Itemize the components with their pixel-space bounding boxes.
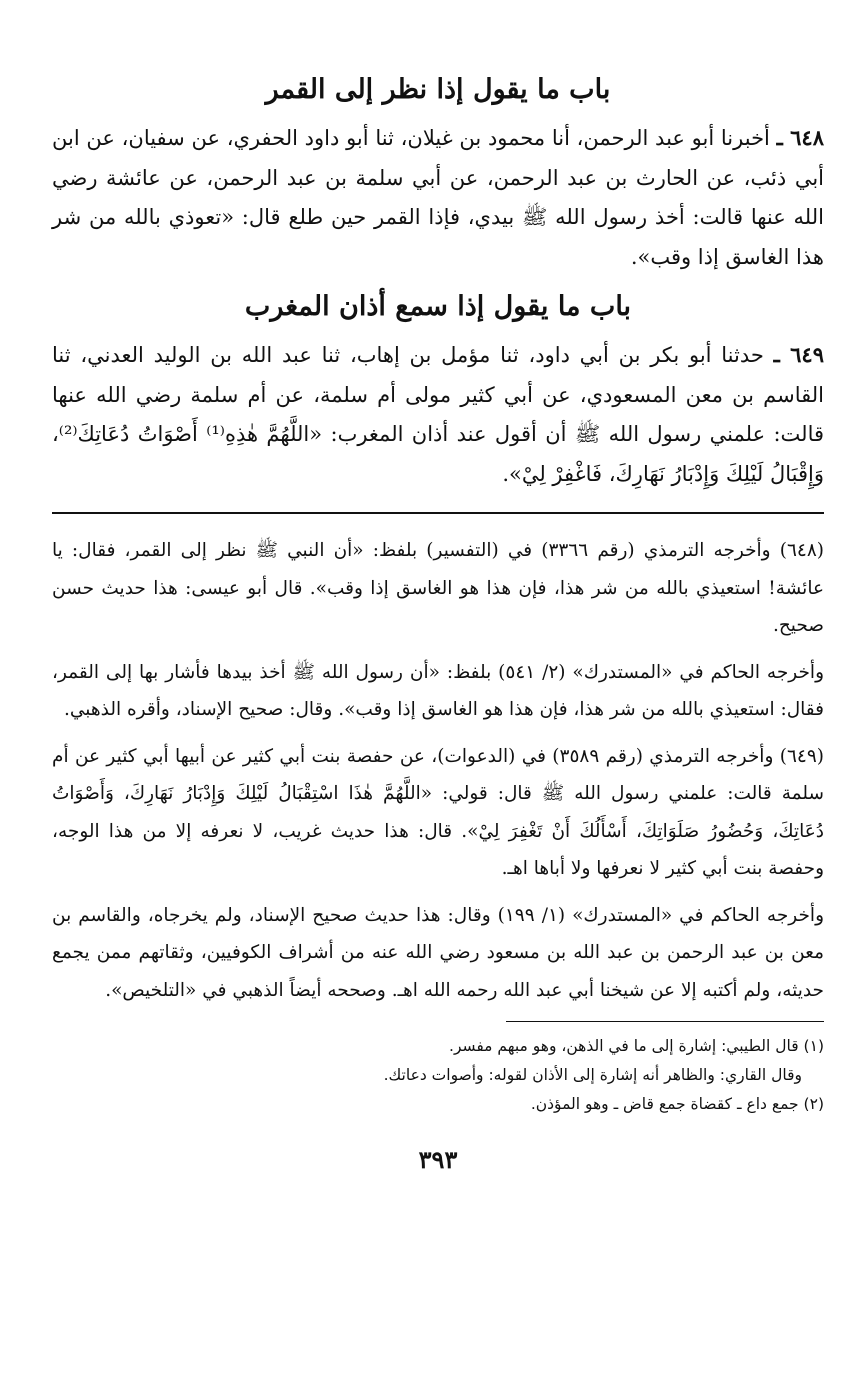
takhrij-note: وأخرجه الحاكم في «المستدرك» (٢/ ٥٤١) بلفظ: «أن رسول الله ﷺ أخذ بيدها فأشار بها إلى القمر، فقال: استعيذي بالله من شر هذا، فإن هذا هو الغاسق إذا وقب». وقال: صحيح الإسناد، وأقره الذهبي. <box>52 661 824 720</box>
hadith-number: ٦٤٨ ـ <box>776 125 824 150</box>
hadith-649 <box>52 335 824 494</box>
takhrij-note: (٦٤٨) وأخرجه الترمذي (رقم ٣٣٦٦) في (التفسير) بلفظ: «أن النبي ﷺ نظر إلى القمر، فقال: يا عائشة! استعيذي بالله من شر هذا، فإن هذا هو الغاسق إذا وقب». قال أبو عيسى: هذا حديث حسن صحيح. <box>52 540 824 636</box>
hadith-text: أخبرنا أبو عبد الرحمن، أنا محمود بن غيلان، ثنا أبو داود الحفري، عن سفيان، عن ابن أبي ذئب، عن الحارث بن عبد الرحمن، عن أبي سلمة بن عبد الرحمن، عن عائشة رضي الله عنها قالت: أخذ رسول الله ﷺ بيدي، فإذا القمر حين طلع قال: «تعوذي بالله من شر هذا الغاسق إذا وقب». <box>52 126 824 269</box>
takhrij-note: (٦٤٩) وأخرجه الترمذي (رقم ٣٥٨٩) في (الدعوات)، عن حفصة بنت أبي كثير عن أبيها أبي كثير عن أم سلمة قالت: علمني رسول الله ﷺ قال: قولي: «اللَّهُمَّ هٰذَا اسْتِقْبَالُ لَيْلِكَ وَإِدْبَارُ نَهَارِكَ، وَأَصْوَاتُ دُعَاتِكَ، وَحُضُورُ صَلَوَاتِكَ، أَسْأَلُكَ أَنْ تَغْفِرَ لِيْ». قال: هذا حديث غريب، لا نعرفه إلا من هذا الوجه، وحفصة بنت أبي كثير لا نعرفها ولا أباها اهـ. <box>52 745 824 879</box>
hadith-text: حدثنا أبو بكر بن أبي داود، ثنا مؤمل بن إهاب، ثنا عبد الله بن الوليد العدني، ثنا القاسم بن معن المسعودي، عن أبي كثير مولى أم سلمة، عن أم سلمة رضي الله عنها قالت: علمني رسول الله ﷺ أن أقول عند أذان المغرب: «اللَّهُمَّ هٰذِهِ⁽¹⁾ أَصْوَاتُ دُعَاتِكَ⁽²⁾، وَإِقْبَالُ لَيْلِكَ وَإِدْبَارُ نَهَارِكَ، فَاغْفِرْ لِيْ». <box>52 343 825 486</box>
book-page <box>52 60 824 1174</box>
section-title-moon: باب ما يقول إذا نظر إلى القمر <box>265 74 611 105</box>
divider <box>52 512 824 514</box>
hadith-number: ٦٤٩ ـ <box>773 342 824 367</box>
footnote: وقال القاري: والظاهر أنه إشارة إلى الأذان لقوله: وأصوات دعاتك. <box>383 1066 802 1084</box>
footnote-divider <box>506 1021 824 1022</box>
hadith-648 <box>52 118 824 277</box>
footnote: (٢) جمع داع ـ كقضاة جمع قاض ـ وهو المؤذن. <box>530 1095 824 1113</box>
takhrij-note: وأخرجه الحاكم في «المستدرك» (١/ ١٩٩) وقال: هذا حديث صحيح الإسناد، ولم يخرجاه، والقاسم بن معن بن عبد الرحمن بن عبد الله بن مسعود رضي الله عنه من أشراف الكوفيين، وثقاتهم ممن يجمع حديثه، ولم أكتبه إلا عن شيخنا أبي عبد الله رحمه الله اهـ. وصححه أيضاً الذهبي في «التلخيص». <box>52 904 825 1001</box>
page-number: ٣٩٣ <box>418 1145 458 1174</box>
footnote: (١) قال الطيبي: إشارة إلى ما في الذهن، وهو مبهم مفسر. <box>449 1037 824 1055</box>
section-title-maghrib: باب ما يقول إذا سمع أذان المغرب <box>244 291 632 322</box>
